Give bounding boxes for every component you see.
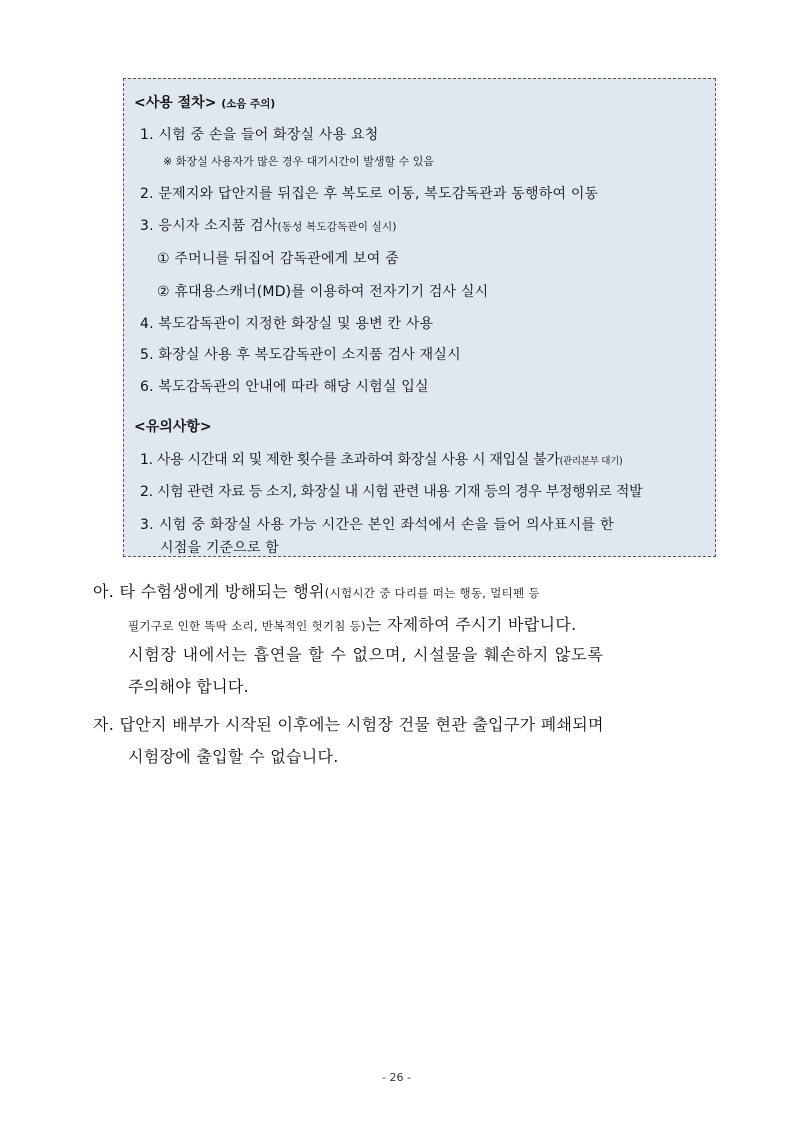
para-a-line-4 <box>128 674 249 697</box>
item-text: 복도감독관의 안내에 따라 해당 시험실 입실 <box>158 379 429 395</box>
procedure-title-note: (소음 주의) <box>221 98 276 110</box>
item-text: 시험 중 화장실 사용 가능 시간은 본인 좌석에서 손을 들어 의사표시를 한 <box>158 517 615 533</box>
procedure-item-5 <box>140 344 461 364</box>
cautions-heading <box>134 416 212 436</box>
item-number: 1. <box>140 452 153 468</box>
subitem-text: 휴대용스캐너(MD)를 이용하여 전자기기 검사 실시 <box>174 284 489 300</box>
caution-item-2 <box>140 481 642 501</box>
item-text: 문제지와 답안지를 뒤집은 후 복도로 이동, 복도감독관과 동행하여 이동 <box>158 186 599 202</box>
para-text: 답안지 배부가 시작된 이후에는 시험장 건물 현관 출입구가 폐쇄되며 <box>119 715 604 734</box>
item-number: 5. <box>140 347 154 363</box>
item-note: (동성 복도감독관이 실시) <box>277 221 397 233</box>
note-text: ※ 화장실 사용자가 많은 경우 대기시간이 발생할 수 있음 <box>163 155 434 168</box>
para-text: 주의해야 합니다. <box>128 677 250 696</box>
item-text: 화장실 사용 후 복도감독관이 소지품 검사 재실시 <box>158 347 461 363</box>
item-number: 3. <box>140 517 155 533</box>
item-note: (관리본부 대기) <box>559 456 623 467</box>
para-text: 타 수험생에게 방해되는 행위 <box>119 582 325 601</box>
para-b-line-2 <box>128 744 339 767</box>
para-text: 시험장에 출입할 수 없습니다. <box>128 747 339 766</box>
caution-item-1 <box>140 449 622 469</box>
procedure-item-3 <box>140 215 397 235</box>
item-text: 응시자 소지품 검사 <box>158 218 278 234</box>
item-text: 시험 관련 자료 등 소지, 화장실 내 시험 관련 내용 기재 등의 경우 부정행위로 적발 <box>156 484 643 500</box>
procedure-subitem-2 <box>157 281 488 301</box>
para-a-line-3 <box>128 642 604 665</box>
item-text: 사용 시간대 외 및 제한 횟수를 초과하여 화장실 사용 시 재입실 불가 <box>156 452 560 468</box>
para-b-marker: 자. <box>93 715 115 734</box>
item-number: 6. <box>140 379 154 395</box>
item-number: 1. <box>140 127 154 143</box>
caution-item-3 <box>140 514 614 534</box>
para-note: (시험시간 중 다리를 떠는 행동, 멀티펜 등 <box>324 586 540 600</box>
procedure-item-1 <box>140 124 378 144</box>
para-note: 필기구로 인한 똑딱 소리, 반복적인 헛기침 등) <box>128 619 366 633</box>
item-number: 2. <box>140 484 153 500</box>
para-text: 는 자제하여 주시기 바랍니다. <box>365 615 577 634</box>
item-text: 시험 중 손을 들어 화장실 사용 요청 <box>158 127 379 143</box>
item-number: 3. <box>140 218 154 234</box>
cautions-title: <유의사항> <box>134 419 212 435</box>
page-number: - 26 - <box>382 1071 411 1084</box>
item-number: 4. <box>140 316 154 332</box>
subitem-marker: ② <box>157 284 170 300</box>
procedure-heading <box>134 92 275 112</box>
subitem-text: 주머니를 뒤집어 감독관에게 보여 줌 <box>174 251 399 267</box>
para-b-line-1 <box>93 712 604 735</box>
para-a-marker: 아. <box>93 582 115 601</box>
para-a-line-1 <box>93 579 540 602</box>
item-number: 2. <box>140 186 154 202</box>
procedure-item-6 <box>140 376 429 396</box>
item-text: 시점을 기준으로 함 <box>160 540 280 556</box>
para-text: 시험장 내에서는 흡연을 할 수 없으며, 시설물을 훼손하지 않도록 <box>128 645 604 664</box>
procedure-subitem-1 <box>157 248 399 268</box>
procedure-note <box>163 153 434 169</box>
para-a-line-2 <box>128 612 576 635</box>
item-text: 복도감독관이 지정한 화장실 및 용변 칸 사용 <box>158 316 434 332</box>
caution-item-3-cont <box>160 537 279 557</box>
procedure-title: <사용 절차> <box>134 95 217 111</box>
procedure-item-4 <box>140 313 433 333</box>
subitem-marker: ① <box>157 251 170 267</box>
procedure-item-2 <box>140 183 598 203</box>
